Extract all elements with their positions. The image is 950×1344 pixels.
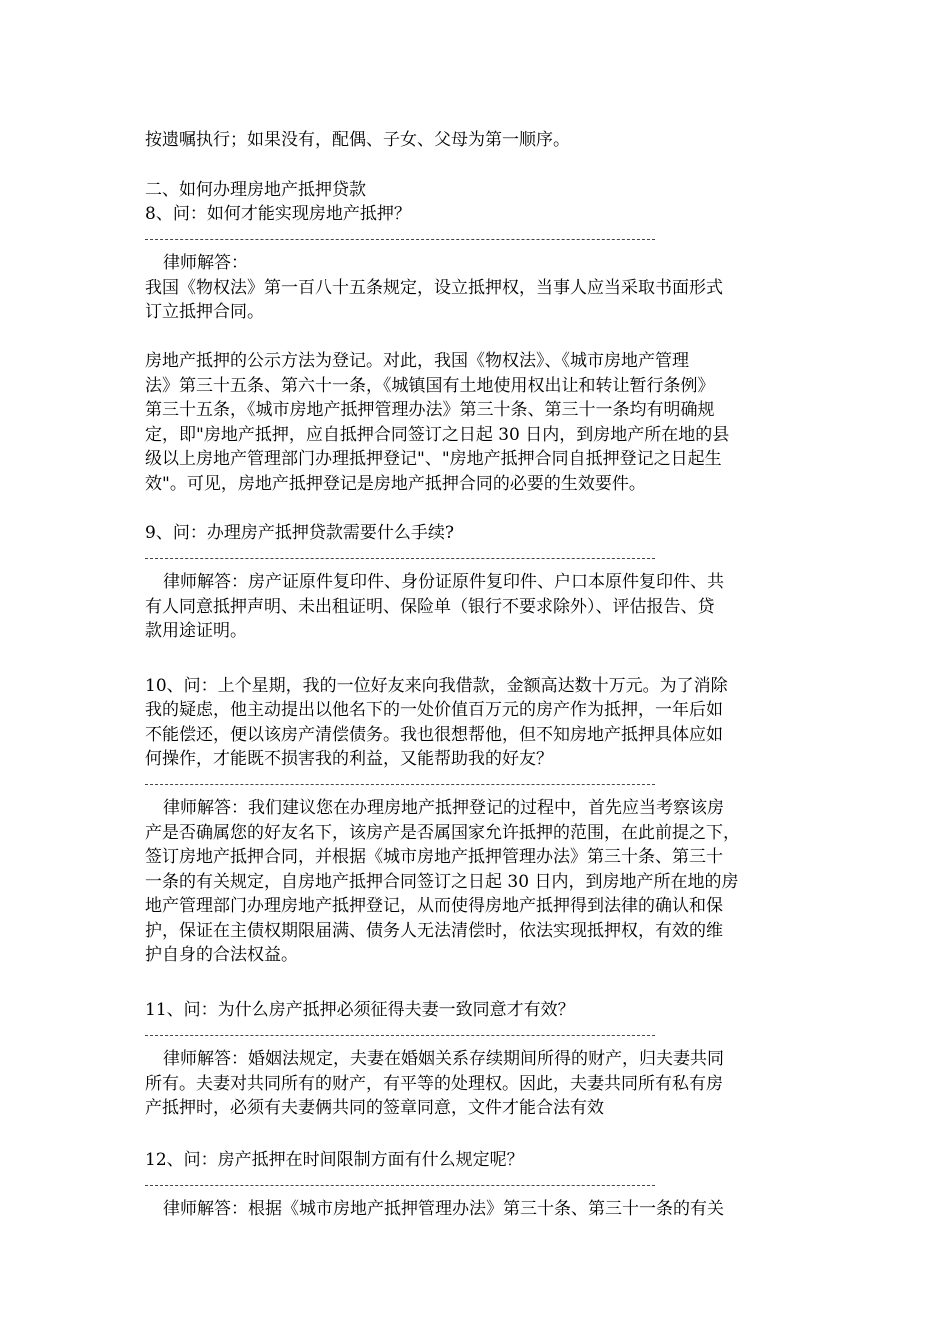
section-heading: 二、如何办理房地产抵押贷款 — [145, 180, 366, 200]
text-line: 我的疑虑，他主动提出以他名下的一处价值百万元的房产作为抵押，一年后如 — [145, 700, 723, 720]
separator-line — [145, 558, 655, 559]
text-line: 订立抵押合同。 — [145, 302, 264, 322]
text-line: 级以上房地产管理部门办理抵押登记"、"房地产抵押合同自抵押登记之日起生 — [145, 449, 722, 469]
text-line: 产抵押时，必须有夫妻俩共同的签章同意，文件才能合法有效 — [145, 1098, 604, 1118]
answer-text: 律师解答：房产证原件复印件、身份证原件复印件、户口本原件复印件、共 — [163, 572, 724, 592]
answer-text: 律师解答：婚姻法规定，夫妻在婚姻关系存续期间所得的财产，归夫妻共同 — [163, 1049, 724, 1069]
text-line: 有人同意抵押声明、未出租证明、保险单（银行不要求除外）、评估报告、贷 — [145, 597, 715, 617]
text-line: 不能偿还，便以该房产清偿债务。我也很想帮他，但不知房地产抵押具体应如 — [145, 725, 723, 745]
text-line: 护，保证在主债权期限届满、债务人无法清偿时，依法实现抵押权，有效的维 — [145, 921, 723, 941]
text-line: 所有。夫妻对共同所有的财产，有平等的处理权。因此，夫妻共同所有私有房 — [145, 1074, 723, 1094]
text-line: 签订房地产抵押合同，并根据《城市房地产抵押管理办法》第三十条、第三十 — [145, 847, 723, 867]
text-line: 款用途证明。 — [145, 621, 247, 641]
text-line: 房地产抵押的公示方法为登记。对此，我国《物权法》、《城市房地产管理 — [145, 351, 689, 371]
answer-label: 律师解答： — [163, 253, 248, 273]
answer-text: 律师解答：我们建议您在办理房地产抵押登记的过程中，首先应当考察该房 — [163, 798, 724, 818]
text-line: 地产管理部门办理房地产抵押登记，从而使得房地产抵押得到法律的确认和保 — [145, 896, 723, 916]
text-line: 按遗嘱执行；如果没有，配偶、子女、父母为第一顺序。 — [145, 130, 570, 150]
question-11: 11、问：为什么房产抵押必须征得夫妻一致同意才有效？ — [145, 1000, 575, 1020]
question-10: 10、问：上个星期，我的一位好友来向我借款，金额高达数十万元。为了消除 — [145, 676, 728, 696]
text-line: 护自身的合法权益。 — [145, 945, 298, 965]
text-line: 第三十五条，《城市房地产抵押管理办法》第三十条、第三十一条均有明确规 — [145, 400, 715, 420]
text-line: 法》第三十五条、第六十一条，《城镇国有土地使用权出让和转让暂行条例》 — [145, 376, 715, 396]
text-line: 何操作，才能既不损害我的利益，又能帮助我的好友？ — [145, 749, 553, 769]
question-9: 9、问：办理房产抵押贷款需要什么手续? — [145, 523, 454, 543]
question-12: 12、问：房产抵押在时间限制方面有什么规定呢？ — [145, 1150, 524, 1170]
text-line: 产是否确属您的好友名下，该房产是否属国家允许抵押的范围，在此前提之下， — [145, 823, 740, 843]
separator-line — [145, 239, 655, 240]
separator-line — [145, 784, 655, 785]
question-8: 8、问：如何才能实现房地产抵押？ — [145, 204, 411, 224]
text-line: 我国《物权法》第一百八十五条规定，设立抵押权，当事人应当采取书面形式 — [145, 278, 723, 298]
text-line: 一条的有关规定，自房地产抵押合同签订之日起 30 日内，到房地产所在地的房 — [145, 872, 739, 892]
separator-line — [145, 1035, 655, 1036]
text-line: 定，即"房地产抵押，应自抵押合同签订之日起 30 日内，到房地产所在地的县 — [145, 425, 730, 445]
separator-line — [145, 1185, 655, 1186]
text-line: 效"。可见，房地产抵押登记是房地产抵押合同的必要的生效要件。 — [145, 474, 646, 494]
answer-text: 律师解答：根据《城市房地产抵押管理办法》第三十条、第三十一条的有关 — [163, 1199, 724, 1219]
